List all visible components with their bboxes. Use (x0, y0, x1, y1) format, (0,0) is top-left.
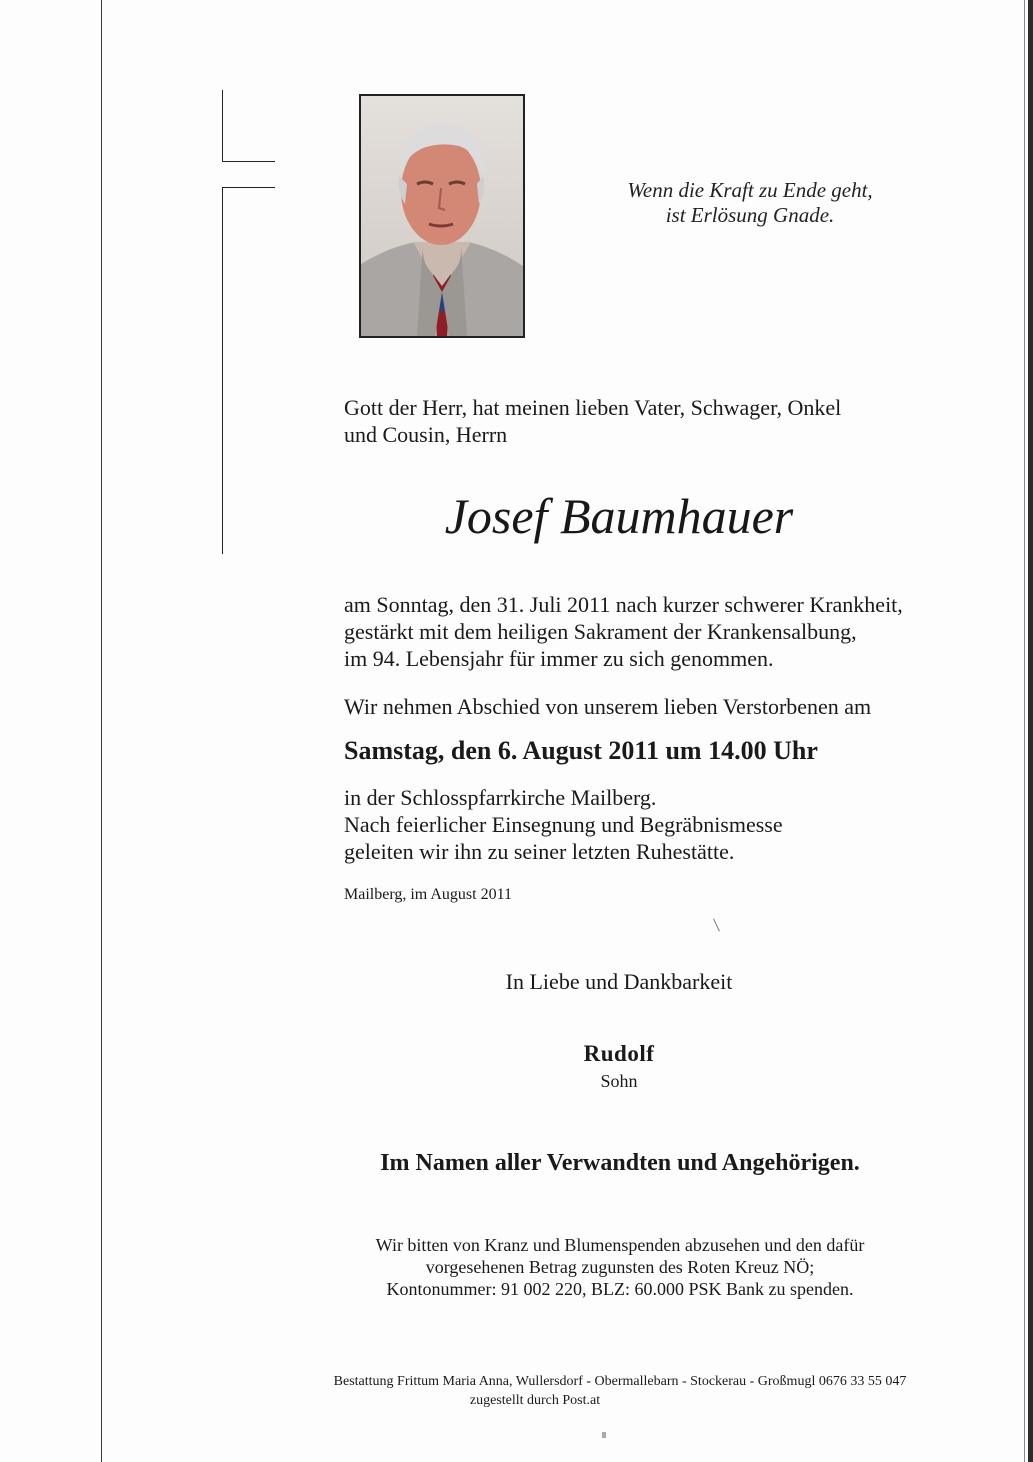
fold-line (101, 0, 102, 1462)
footer-line: zugestellt durch Post.at (469, 1393, 601, 1408)
cross-arm-bottom (222, 187, 275, 188)
thanks-text: In Liebe und Dankbarkeit (505, 969, 733, 994)
footer (260, 1372, 980, 1410)
donation-line: Kontonummer: 91 002 220, BLZ: 60.000 PSK Bank zu spenden. (386, 1279, 854, 1299)
church-line: geleiten wir ihn zu seiner letzten Ruhestätte. (344, 839, 735, 864)
intro-line: Gott der Herr, hat meinen lieben Vater, Schwager, Onkel (344, 395, 842, 420)
church-line: Nach feierlicher Einsegnung und Begräbnismesse (344, 812, 783, 837)
death-notice-line: gestärkt mit dem heiligen Sakrament der Krankensalbung, (344, 619, 857, 644)
scan-speck (713, 918, 720, 931)
portrait-icon (361, 96, 523, 336)
death-notice-line: im 94. Lebensjahr für immer zu sich genommen. (344, 646, 774, 671)
funeral-date: Samstag, den 6. August 2011 um 14.00 Uhr (344, 736, 818, 765)
portrait-photo (359, 94, 525, 338)
scan-speck (602, 1432, 606, 1438)
mourner-name: Rudolf (583, 1041, 655, 1066)
motto-line: ist Erlösung Gnade. (665, 203, 835, 227)
farewell-text: Wir nehmen Abschied von unserem lieben Verstorbenen am (344, 694, 872, 719)
deceased-name: Josef Baumhauer (444, 488, 794, 544)
church-line: in der Schlosspfarrkirche Mailberg. (344, 785, 657, 810)
donation-line: vorgesehenen Betrag zugunsten des Roten Kreuz NÖ; (425, 1257, 815, 1277)
intro-line: und Cousin, Herrn (344, 422, 508, 447)
relatives-text: Im Namen aller Verwandten und Angehörigen. (380, 1150, 860, 1176)
cross-arm-top (222, 161, 275, 162)
donation-request (270, 1234, 970, 1300)
footer-line: Bestattung Frittum Maria Anna, Wullersdorf - Obermallebarn - Stockerau - Großmugl 0676 33 55 047 (333, 1374, 907, 1389)
donation-line: Wir bitten von Kranz und Blumenspenden abzusehen und den dafür (375, 1235, 865, 1255)
cross-lower-bar (222, 187, 223, 554)
motto-quote (560, 178, 940, 228)
page-edge-line (1024, 0, 1025, 1462)
place-date: Mailberg, im August 2011 (344, 886, 512, 903)
mourner-relation: Sohn (600, 1071, 638, 1091)
death-notice (344, 591, 984, 672)
cross-upper-bar (222, 90, 223, 162)
death-notice-line: am Sonntag, den 31. Juli 2011 nach kurzer schwerer Krankheit, (344, 592, 903, 617)
page-edge (1028, 0, 1033, 1462)
church-info (344, 784, 984, 865)
intro-text (344, 394, 924, 448)
motto-line: Wenn die Kraft zu Ende geht, (627, 178, 873, 202)
